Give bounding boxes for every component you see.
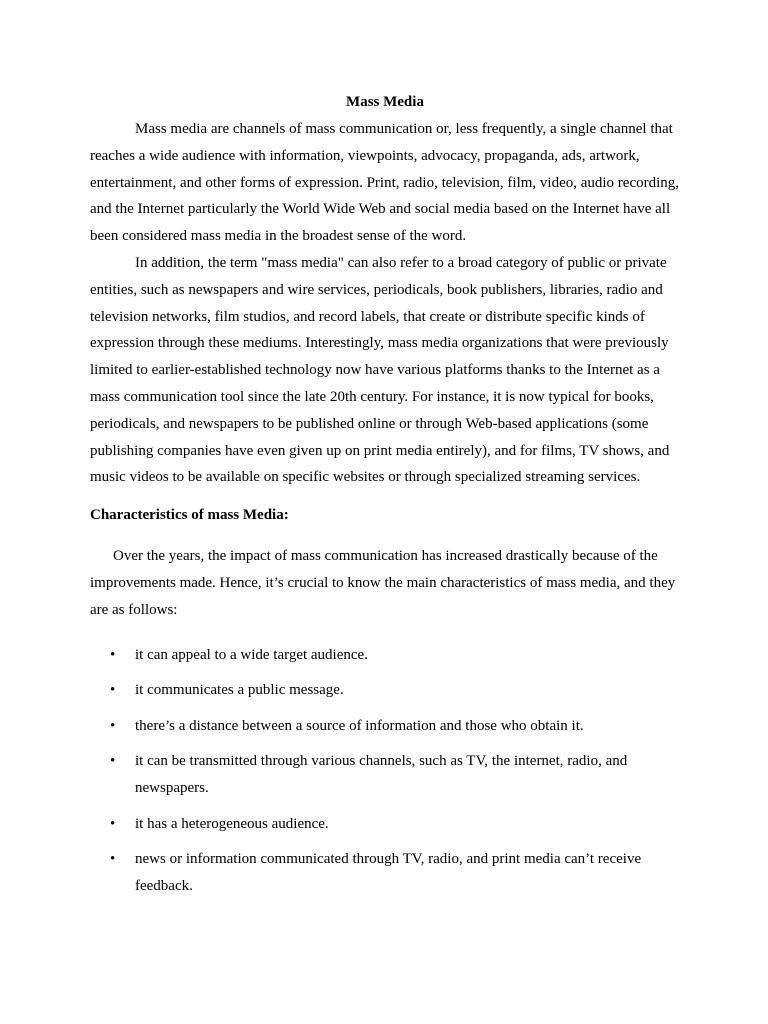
section-paragraph: Over the years, the impact of mass communication has increased drastically because of the improvements made. Hence, it’s crucial to know the main characteristics of mass media, and they are as follows: (90, 548, 676, 618)
paragraph-2: In addition, the term "mass media" can also refer to a broad category of public or private entities, such as newspapers and wire services, periodicals, book publishers, libraries, radio and television networks, film studios, and record labels, that create or distribute specific kinds of expression through these mediums. Interestingly, mass media organizations that were previously limited to earlier-established technology now have various platforms thanks to the Internet as a mass communication tool since the late 20th century. For instance, it is now typical for books, periodicals, and newspapers to be published online or through Web-based applications (some publishing companies have even given up on print media entirely), and for films, TV shows, and music videos to be available on specific websites or through specialized streaming services. (90, 254, 670, 486)
list-item-text: it can be transmitted through various channels, such as TV, the internet, radio, and newspapers. (135, 753, 628, 797)
bullet-icon: • (110, 646, 116, 663)
section-heading: Characteristics of mass Media: (90, 507, 289, 524)
characteristics-list (90, 642, 680, 900)
document-title: Mass Media (346, 94, 424, 110)
list-item-text: it can appeal to a wide target audience. (135, 646, 368, 663)
document-page (90, 88, 680, 909)
list-item-text: it communicates a public message. (135, 682, 344, 699)
bullet-icon: • (110, 682, 116, 699)
list-item (90, 713, 680, 740)
list-item (90, 748, 680, 802)
bullet-icon: • (110, 717, 116, 734)
list-item (90, 846, 680, 900)
list-item (90, 642, 680, 669)
list-item-text: news or information communicated through TV, radio, and print media can’t receive feedback. (135, 851, 642, 895)
bullet-icon: • (110, 851, 116, 868)
bullet-icon: • (110, 815, 116, 832)
list-item-text: there’s a distance between a source of information and those who obtain it. (135, 717, 584, 734)
list-item-text: it has a heterogeneous audience. (135, 815, 329, 832)
bullet-icon: • (110, 753, 116, 770)
list-item (90, 677, 680, 704)
list-item (90, 811, 680, 838)
paragraph-1: Mass media are channels of mass communication or, less frequently, a single channel that reaches a wide audience with information, viewpoints, advocacy, propaganda, ads, artwork, entertainment, and other forms of expression. Print, radio, television, film, video, audio recording, and the Internet particularly the World Wide Web and social media based on the Internet have all been considered mass media in the broadest sense of the word. (90, 121, 680, 245)
